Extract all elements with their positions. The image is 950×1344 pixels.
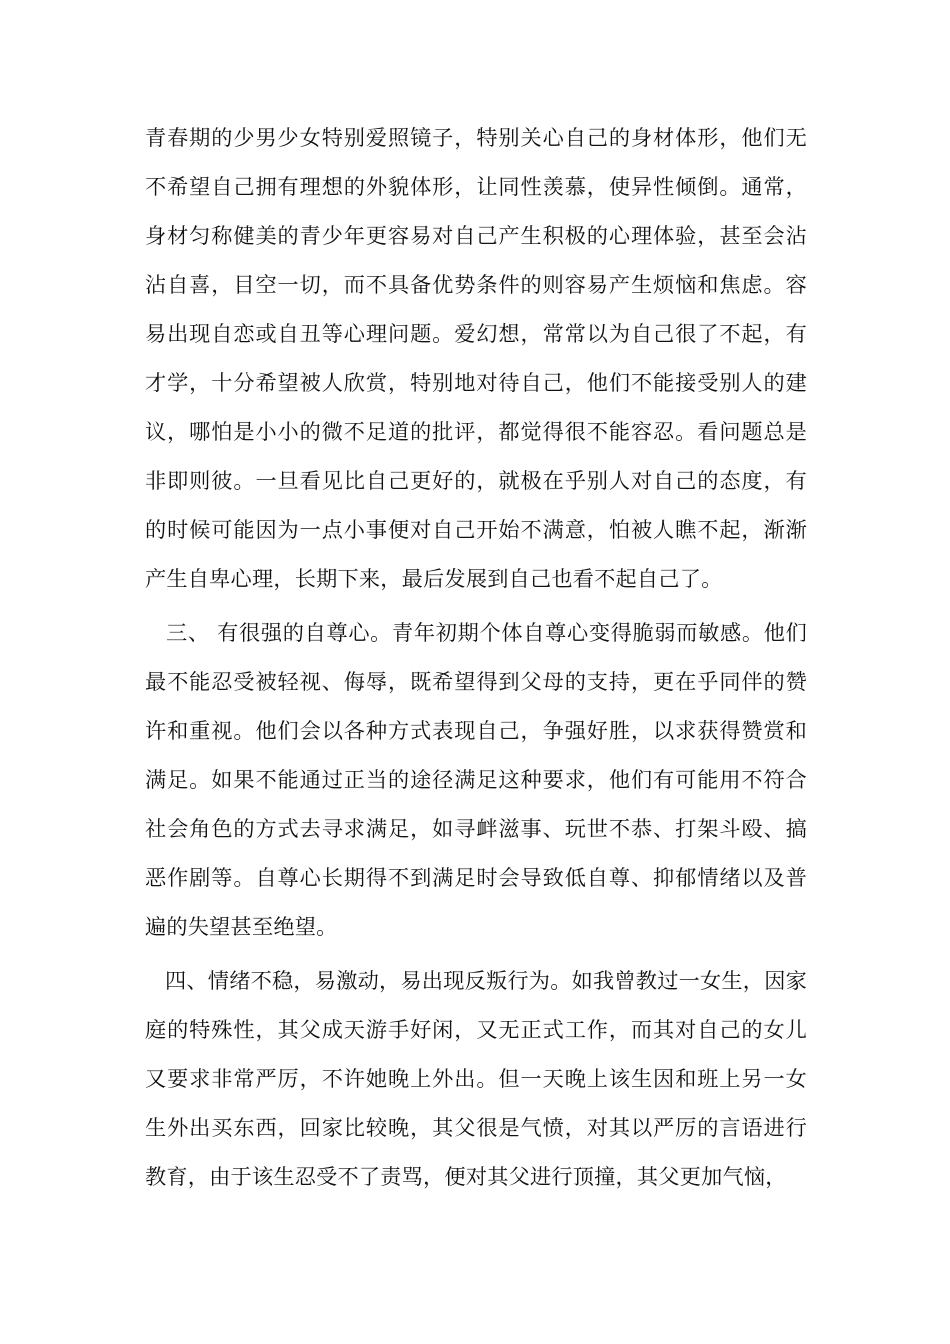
document-page xyxy=(145,113,807,1201)
paragraph-self-esteem: 三、 有很强的自尊心。青年初期个体自尊心变得脆弱而敏感。他们最不能忍受被轻视、侮辱，既希望得到父母的支持，更在乎同伴的赞许和重视。他们会以各种方式表现自己，争强好胜，以求获得赞赏和满足。如果不能通过正当的途径满足这种要求，他们有可能用不符合社会角色的方式去寻求满足，如寻衅滋事、玩世不恭、打架斗殴、搞恶作剧等。自尊心长期得不到满足时会导致低自尊、抑郁情绪以及普遍的失望甚至绝望。 xyxy=(145,620,807,939)
paragraph-emotion: 四、情绪不稳，易激动，易出现反叛行为。如我曾教过一女生，因家庭的特殊性，其父成天游手好闲，又无正式工作，而其对自己的女儿又要求非常严厉，不许她晚上外出。但一天晚上该生因和班上另一女生外出买东西，回家比较晚，其父很是气愤，对其以严厉的言语进行教育，由于该生忍受不了责骂，便对其父进行顶撞，其父更加气恼， xyxy=(145,968,807,1189)
paragraph-body-image: 青春期的少男少女特别爱照镜子，特别关心自己的身材体形，他们无不希望自己拥有理想的外貌体形，让同性羡慕，使异性倾倒。通常，身材匀称健美的青少年更容易对自己产生积极的心理体验，甚至会沾沾自喜，目空一切，而不具备优势条件的则容易产生烦恼和焦虑。容易出现自恋或自丑等心理问题。爱幻想，常常以为自己很了不起，有才学，十分希望被人欣赏，特别地对待自己，他们不能接受别人的建议，哪怕是小小的微不足道的批评，都觉得很不能容忍。看问题总是非即则彼。一旦看见比自己更好的，就极在乎别人对自己的态度，有的时候可能因为一点小事便对自己开始不满意，怕被人瞧不起，渐渐产生自卑心理，长期下来，最后发展到自己也看不起自己了。 xyxy=(145,125,807,591)
